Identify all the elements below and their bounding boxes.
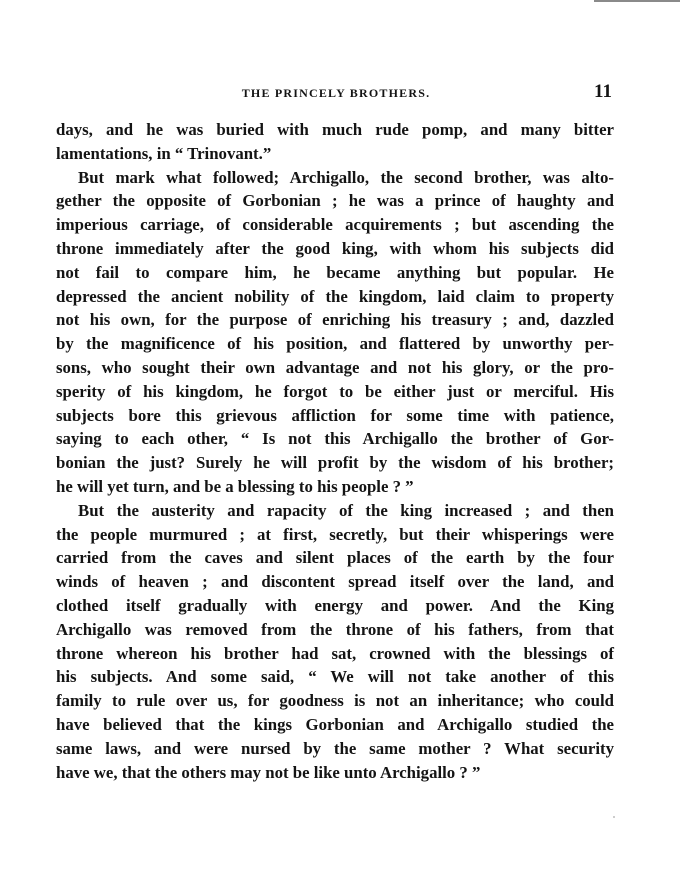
print-speck <box>613 816 615 818</box>
text-line: he will yet turn, and be a blessing to his people ? ” <box>56 476 414 496</box>
text-line: bonian the just? Surely he will profit by the wisdom of his brother; <box>56 453 614 473</box>
text-line: by the magnificence of his position, and flattered by unworthy per- <box>56 334 614 354</box>
text-line: carried from the caves and silent places of the earth by the four <box>56 548 614 568</box>
text-line: sperity of his kingdom, he forgot to be either just or merciful. His <box>56 381 614 401</box>
text-line: lamentations, in “ Trinovant.” <box>56 143 272 163</box>
text-line: not his own, for the purpose of enriching his treasury ; and, dazzled <box>56 310 614 330</box>
paragraph-first-line: But mark what followed; Archigallo, the second brother, was alto- <box>78 167 614 187</box>
running-head <box>58 81 614 105</box>
body-text <box>56 118 614 784</box>
text-line: not fail to compare him, he became anything but popular. He <box>56 262 614 282</box>
text-line: throne whereon his brother had sat, crowned with the blessings of <box>56 643 614 663</box>
running-title: THE PRINCELY BROTHERS. <box>241 86 431 100</box>
text-line: imperious carriage, of considerable acquirements ; but ascending the <box>56 215 614 235</box>
text-line: sons, who sought their own advantage and not his glory, or the pro- <box>56 357 614 377</box>
text-line: depressed the ancient nobility of the kingdom, laid claim to property <box>56 286 614 306</box>
top-edge-rule <box>594 0 680 2</box>
page-number: 11 <box>594 81 612 102</box>
paragraph-first-line: But the austerity and rapacity of the king increased ; and then <box>78 500 614 520</box>
text-line: have believed that the kings Gorbonian and Archigallo studied the <box>56 714 614 734</box>
text-line: saying to each other, “ Is not this Archigallo the brother of Gor- <box>56 429 614 449</box>
text-line: days, and he was buried with much rude pomp, and many bitter <box>56 120 614 139</box>
text-line: same laws, and were nursed by the same mother ? What security <box>56 738 614 758</box>
text-line: have we, that the others may not be like unto Archigallo ? ” <box>56 762 481 782</box>
text-line: the people murmured ; at first, secretly, but their whisperings were <box>56 524 614 544</box>
text-line: subjects bore this grievous affliction for some time with patience, <box>56 405 614 425</box>
text-line: his subjects. And some said, “ We will not take another of this <box>56 667 614 687</box>
text-line: Archigallo was removed from the throne of his fathers, from that <box>56 619 614 639</box>
text-line: throne immediately after the good king, with whom his subjects did <box>56 238 614 258</box>
text-line: clothed itself gradually with energy and power. And the King <box>56 595 614 615</box>
text-line: winds of heaven ; and discontent spread itself over the land, and <box>56 572 614 592</box>
text-line: family to rule over us, for goodness is not an inheritance; who could <box>56 691 614 711</box>
text-line: gether the opposite of Gorbonian ; he was a prince of haughty and <box>56 191 614 211</box>
